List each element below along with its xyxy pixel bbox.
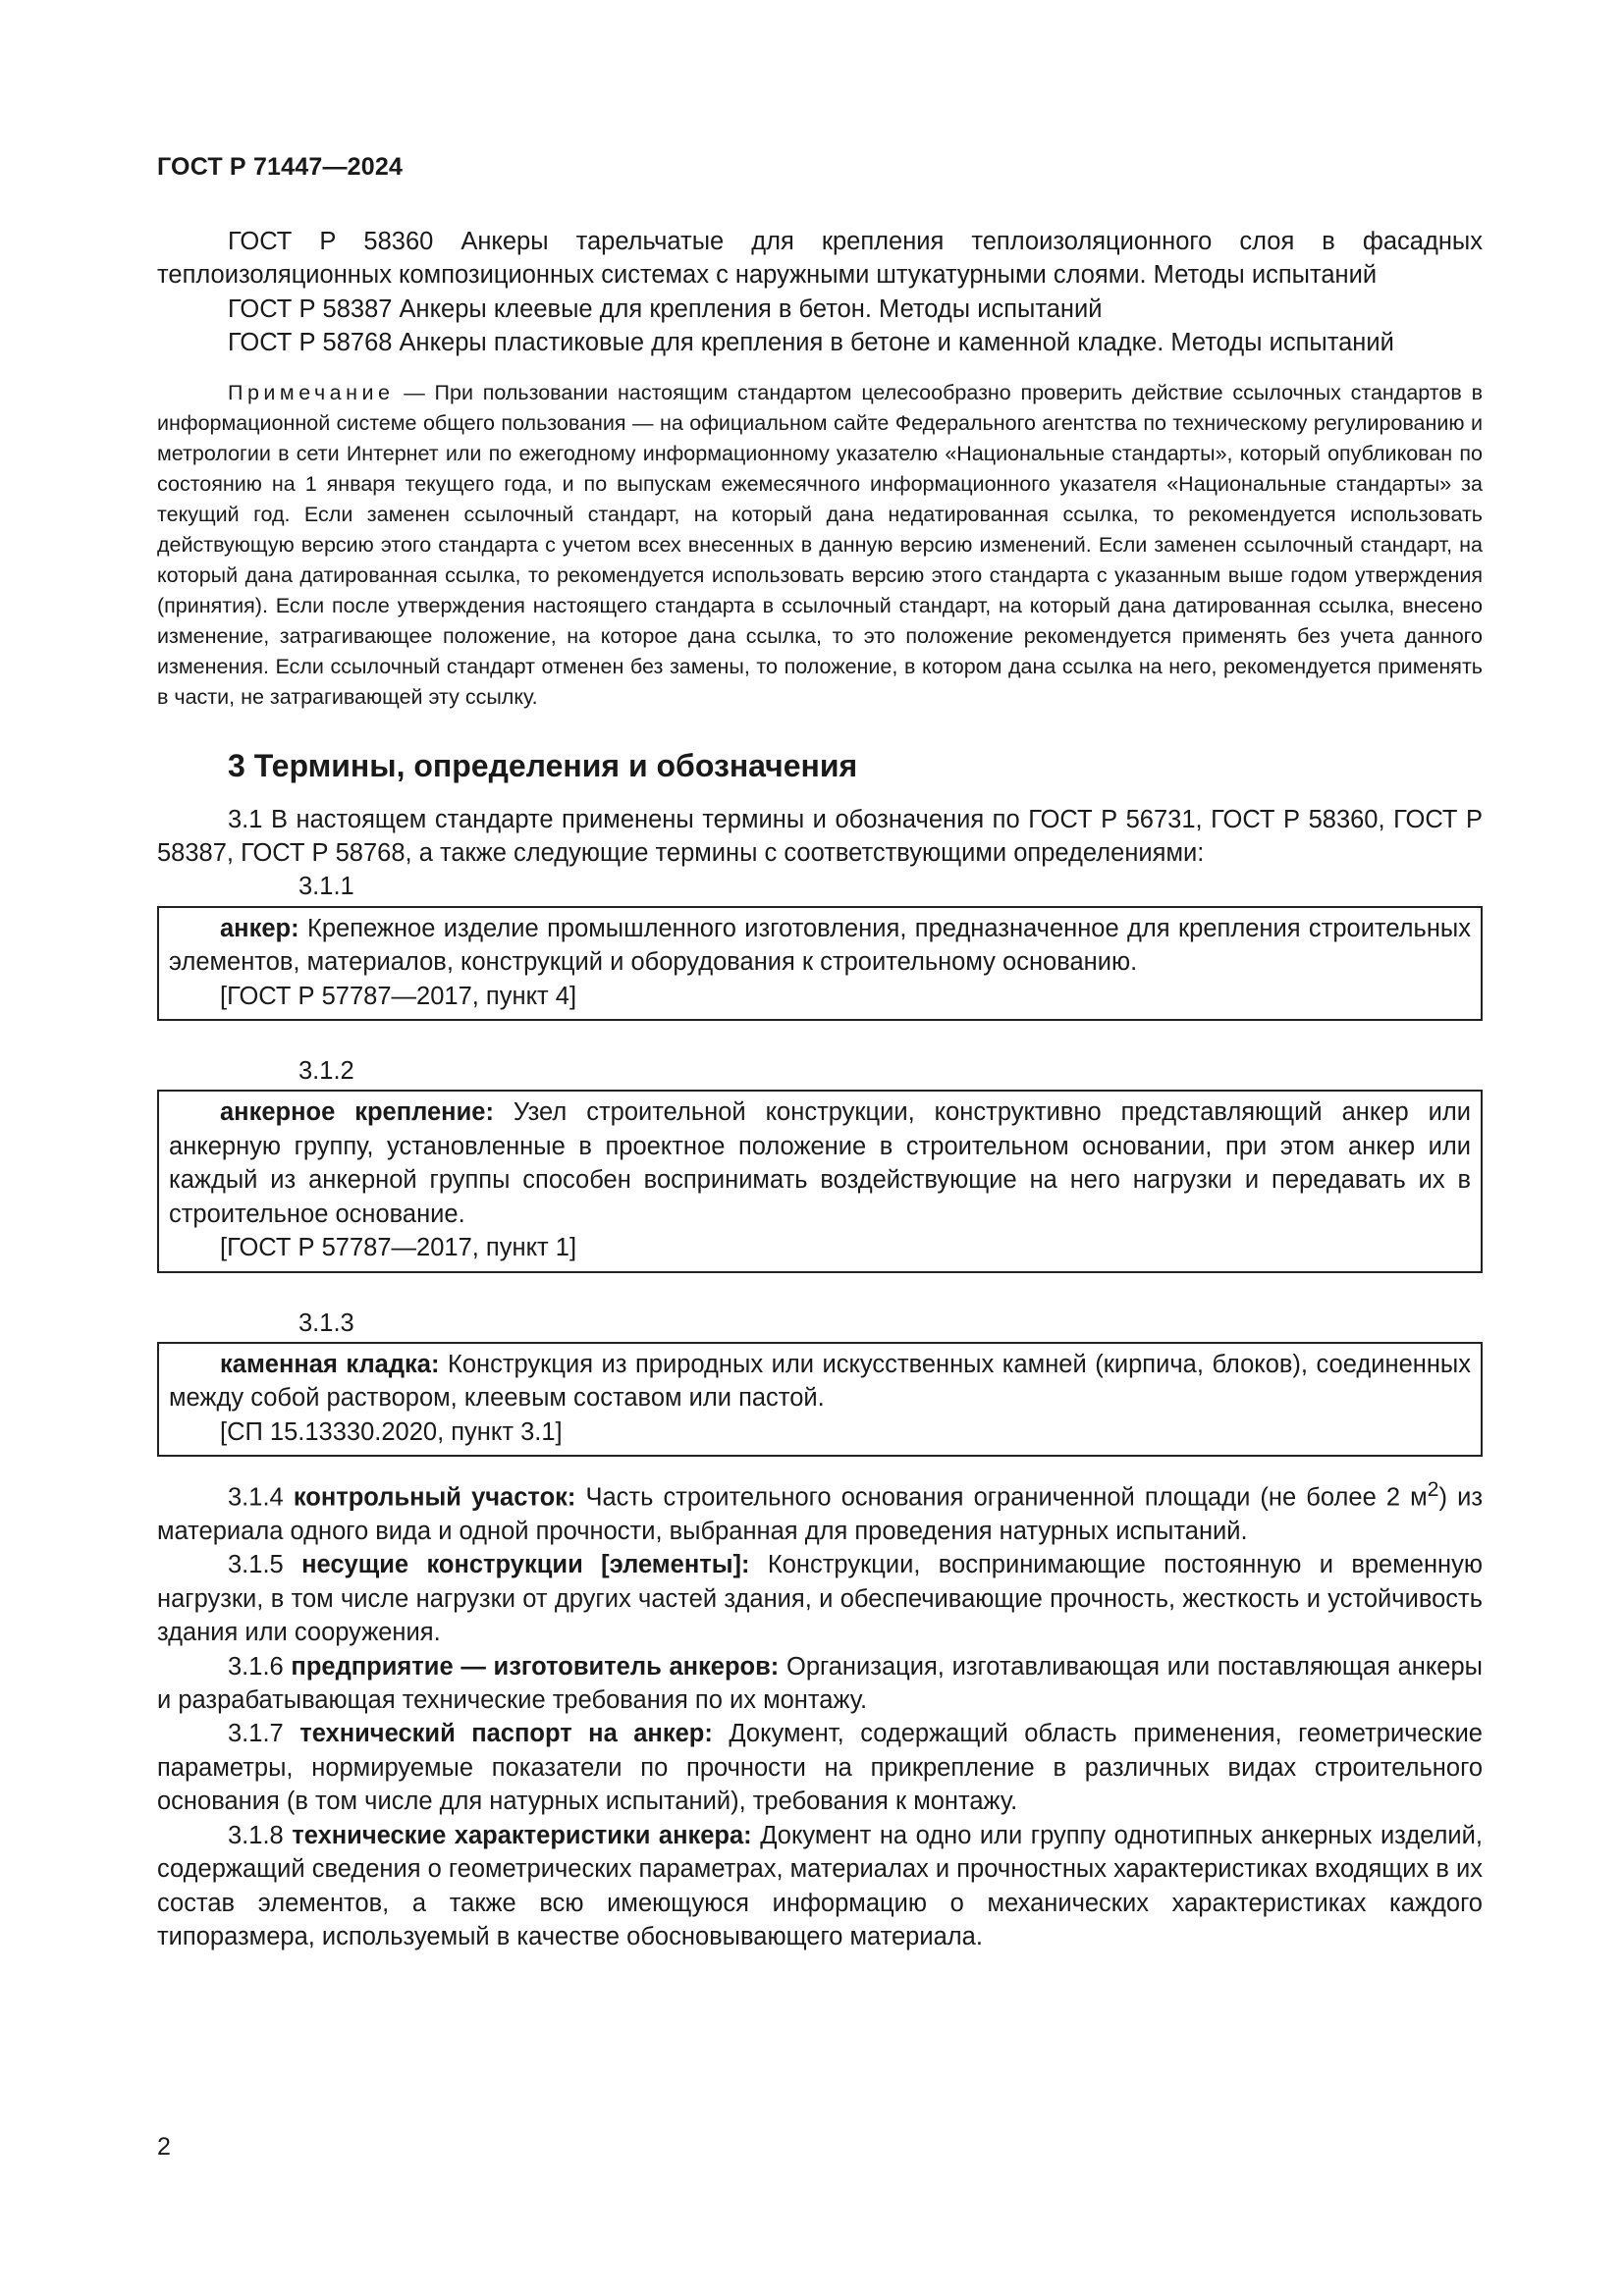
term-name: несущие конструкции [элементы]: (301, 1551, 750, 1579)
page-number: 2 (157, 2133, 171, 2161)
term-definition: Часть строительного основания ограниченной площади (не более 2 м (575, 1483, 1428, 1512)
spacer (157, 1273, 1483, 1307)
term-definition: Крепежное изделие промышленного изготовления, предназначенное для крепления строительных элементов, материалов, конструкций и оборудования к строительному основанию. (169, 914, 1471, 977)
term-number: 3.1.3 (298, 1308, 354, 1337)
document-header: ГОСТ Р 71447—2024 (157, 153, 404, 181)
spacer (157, 1021, 1483, 1054)
term-paragraph (157, 1819, 1483, 1954)
term-number: 3.1.6 (228, 1652, 284, 1681)
term-definition: Конструкции, воспринимающие постоянную и временную нагрузки, в том числе нагрузки от других частей здания, и обеспечивающие прочность, жесткость и устойчивость здания или сооружения. (157, 1551, 1483, 1647)
term-name: предприятие — изготовитель анкеров: (291, 1652, 780, 1681)
term-source: [ГОСТ Р 57787—2017, пункт 1] (220, 1234, 577, 1262)
term-paragraph (157, 1717, 1483, 1818)
term-name: технический паспорт на анкер: (299, 1720, 713, 1748)
term-number: 3.1.7 (228, 1720, 284, 1748)
term-definition: Конструкция из природных или искусственных камней (кирпича, блоков), соединенных между собой раствором, клеевым составом или пастой. (169, 1350, 1471, 1413)
term-box (157, 906, 1483, 1021)
page-content (157, 225, 1483, 1953)
reference-item: ГОСТ Р 58387 Анкеры клеевые для крепления в бетон. Методы испытаний (228, 294, 1103, 323)
section-title: 3 Термины, определения и обозначения (228, 747, 858, 783)
term-name: каменная кладка: (220, 1350, 440, 1378)
term-paragraph (157, 1472, 1483, 1548)
reference-item: ГОСТ Р 58768 Анкеры пластиковые для крепления в бетоне и каменной кладке. Методы испытаний (228, 329, 1394, 357)
superscript: 2 (1427, 1477, 1439, 1502)
term-source: [ГОСТ Р 57787—2017, пункт 4] (220, 982, 577, 1010)
reference-item: ГОСТ Р 58360 Анкеры тарельчатые для крепления теплоизоляционного слоя в фасадных теплоизоляционных композиционных системах с наружными штукатурными слоями. Методы испытаний (157, 228, 1483, 290)
term-paragraph (157, 1548, 1483, 1649)
term-name: технические характеристики анкера: (292, 1821, 752, 1849)
term-definition-end: ) из материала одного вида и одной прочности, выбранная для проведения натурных испытаний. (157, 1483, 1484, 1546)
term-name: анкер: (220, 914, 299, 942)
spacer (157, 1457, 1483, 1472)
term-number: 3.1.2 (298, 1057, 354, 1086)
term-definition: Документ, содержащий область применения, геометрические параметры, нормируемые показатели по прочности на прикрепление в различных видах строительного основания (в том числе для натурных испытаний), требования к монтажу. (157, 1720, 1483, 1816)
term-number: 3.1.4 (228, 1483, 284, 1512)
term-box (157, 1090, 1483, 1272)
term-box (157, 1342, 1483, 1457)
term-paragraph (157, 1650, 1483, 1718)
term-name: анкерное крепление: (220, 1098, 494, 1127)
term-definition: Организация, изготавливающая или поставляющая анкеры и разрабатывающая технические требования по их монтажу. (157, 1652, 1483, 1715)
term-definition: Узел строительной конструкции, конструктивно представляющий анкер или анкерную группу, установленные в проектное положение в строительном основании, при этом анкер или каждый из анкерной группы способен воспринимать воздействующие на него нагрузки и передавать их в строительное основание. (169, 1098, 1471, 1228)
note-block (157, 378, 1483, 713)
term-number: 3.1.1 (298, 873, 354, 901)
term-name: контрольный участок: (293, 1483, 576, 1512)
term-definition: Документ на одно или группу однотипных анкерных изделий, содержащий сведения о геометрических параметрах, материалах и прочностных характеристиках входящих в их состав элементов, а также всю имеющуюся информацию о механических характеристиках каждого типоразмера, используемый в качестве обосновывающего материала. (157, 1821, 1483, 1950)
note-text: — При пользовании настоящим стандартом целесообразно проверить действие ссылочных стандартов в информационной системе общего пользования — на официальном сайте Федерального агентства по техническому регулированию и метрологии в сети Интернет или по ежегодному информационному указателю «Национальные стандарты», который опубликован по состоянию на 1 января текущего года, и по выпускам ежемесячного информационного указателя «Национальные стандарты» за текущий год. Если заменен ссылочный стандарт, на который дана недатированная ссылка, то рекомендуется использовать действующую версию этого стандарта с учетом всех внесенных в данную версию изменений. Если заменен ссылочный стандарт, на который дана датированная ссылка, то рекомендуется использовать версию этого стандарта с указанным выше годом утверждения (принятия). Если после утверждения настоящего стандарта в ссылочный стандарт, на который дана датированная ссылка, внесено изменение, затрагивающее положение, на которое дана ссылка, то это положение рекомендуется применять без учета данного изменения. Если ссылочный стандарт отменен без замены, то положение, в котором дана ссылка на него, рекомендуется применять в части, не затрагивающей эту ссылку. (157, 380, 1483, 709)
term-source: [СП 15.13330.2020, пункт 3.1] (220, 1417, 563, 1446)
term-number: 3.1.8 (228, 1821, 284, 1849)
note-label: Примечание (228, 380, 395, 404)
section-intro: 3.1 В настоящем стандарте применены термины и обозначения по ГОСТ Р 56731, ГОСТ Р 58360, ГОСТ Р 58387, ГОСТ Р 58768, а также следующие термины с соответствующими определениями: (157, 805, 1483, 868)
term-number: 3.1.5 (228, 1551, 284, 1579)
